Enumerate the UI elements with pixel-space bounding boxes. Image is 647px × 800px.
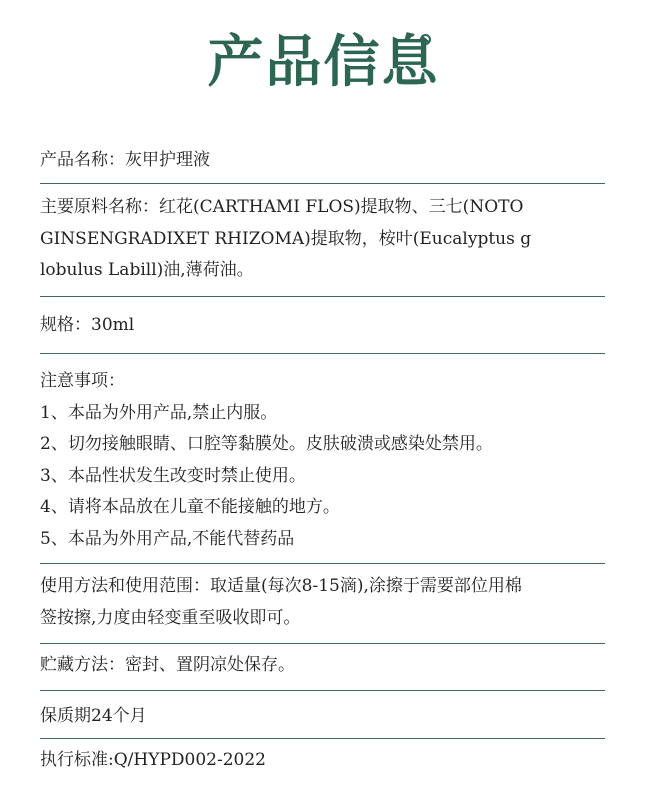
precaution-item: 3、本品性状发生改变时禁止使用。 bbox=[40, 465, 306, 486]
divider bbox=[40, 353, 605, 354]
precaution-item: 2、切勿接触眼睛、口腔等黏膜处。皮肤破溃或感染处禁用。 bbox=[40, 434, 493, 454]
precautions-heading: 注意事项： bbox=[40, 371, 125, 391]
storage-text: 贮藏方法：密封、置阴凉处保存。 bbox=[40, 655, 295, 675]
product-name-section bbox=[40, 145, 608, 177]
divider bbox=[40, 296, 605, 297]
ingredients-line: GINSENGRADIXET RHIZOMA)提取物，桉叶(Eucalyptus g bbox=[40, 228, 532, 249]
precaution-item: 1、本品为外用产品,禁止内服。 bbox=[40, 402, 278, 423]
standard-section bbox=[40, 745, 608, 777]
shelf-life-text: 保质期24个月 bbox=[40, 706, 147, 726]
page-title: 产品信息 bbox=[207, 30, 440, 95]
shelf-life-section bbox=[40, 701, 608, 733]
ingredients-line: lobulus Labill)油,薄荷油。 bbox=[40, 260, 254, 280]
usage-line: 使用方法和使用范围：取适量(每次8-15滴),涂擦于需要部位用棉 bbox=[40, 576, 522, 596]
storage-section bbox=[40, 650, 608, 682]
usage-line: 签按擦,力度由轻变重至吸收即可。 bbox=[40, 607, 301, 628]
product-name-text: 产品名称：灰甲护理液 bbox=[40, 150, 210, 170]
ingredients-line: 主要原料名称：红花(CARTHAMI FLOS)提取物、三七(NOTO bbox=[40, 197, 524, 217]
title-ornament-circle bbox=[420, 34, 431, 45]
divider bbox=[40, 690, 605, 691]
divider bbox=[40, 643, 605, 644]
spec-section bbox=[40, 310, 608, 342]
precaution-item: 4、请将本品放在儿童不能接触的地方。 bbox=[40, 497, 340, 517]
precaution-item: 5、本品为外用产品,不能代替药品 bbox=[40, 528, 295, 549]
precautions-section bbox=[40, 366, 608, 555]
divider bbox=[40, 183, 605, 184]
divider bbox=[40, 738, 605, 739]
divider bbox=[40, 563, 605, 564]
ingredients-section bbox=[40, 192, 608, 287]
usage-section bbox=[40, 571, 608, 634]
spec-text: 规格：30ml bbox=[40, 315, 135, 335]
standard-text: 执行标准:Q/HYPD002-2022 bbox=[40, 750, 266, 770]
